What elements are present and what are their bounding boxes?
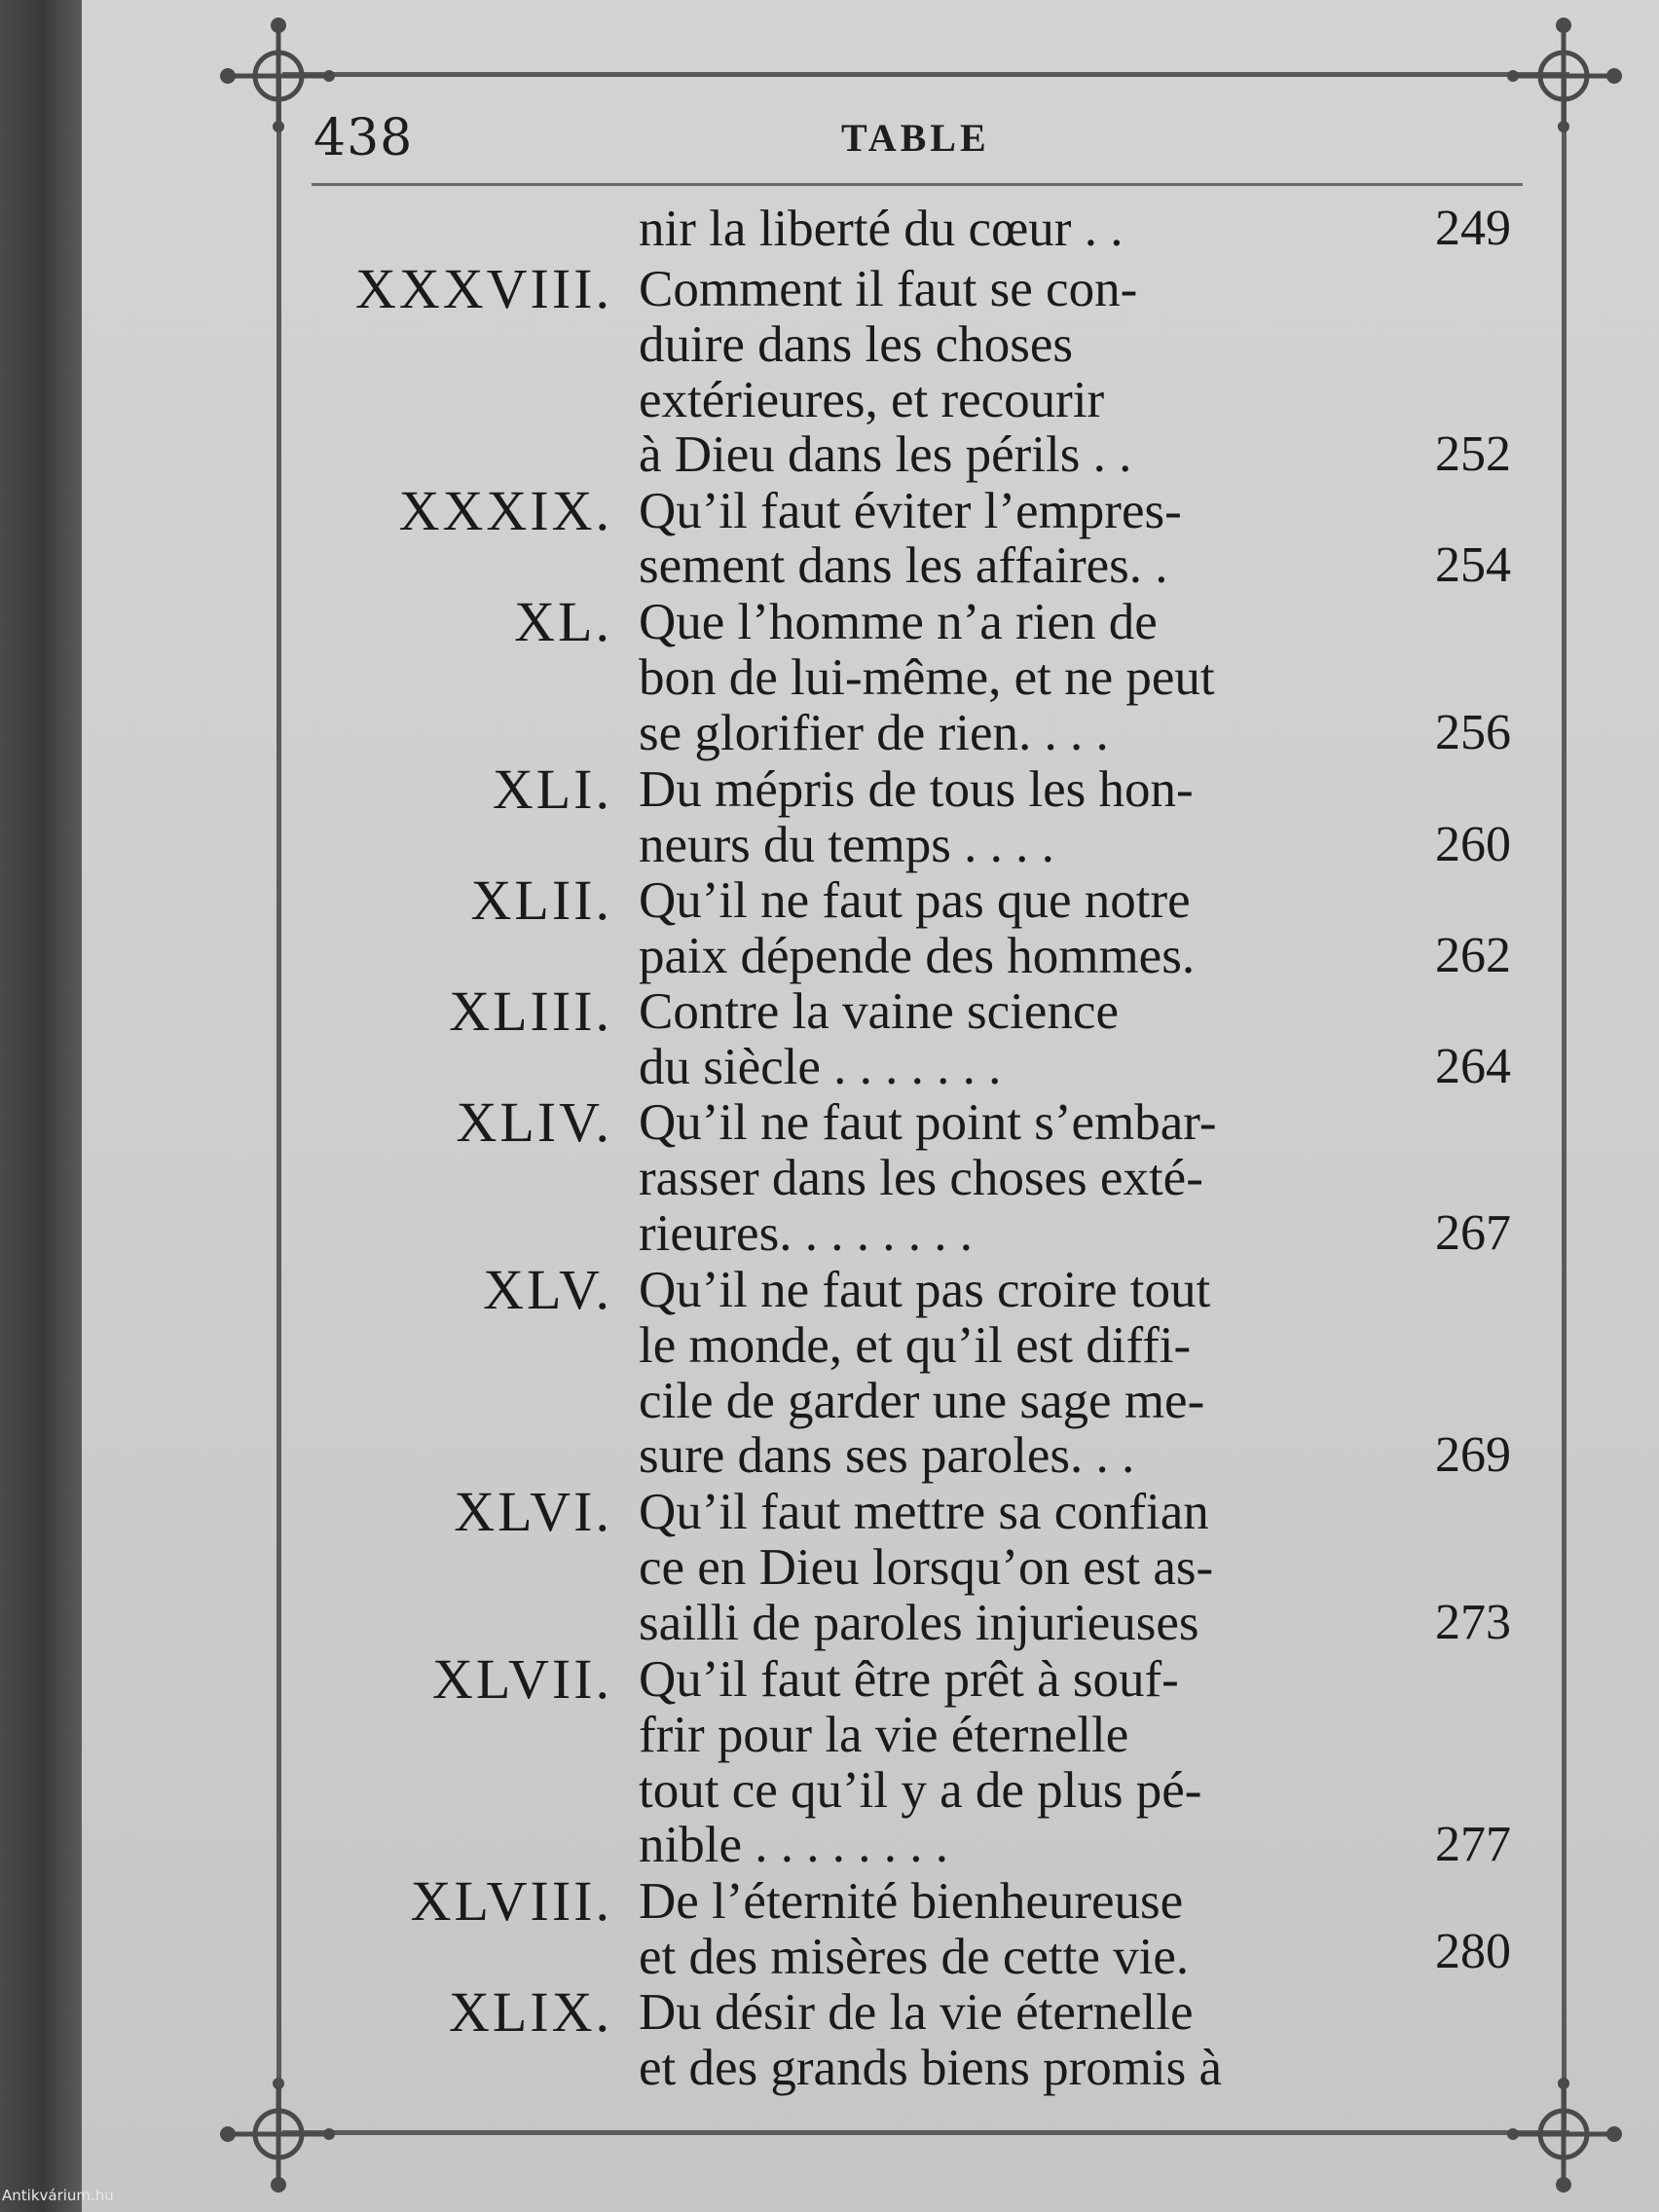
toc-entry-text-line: Qu’il ne faut pas croire tout bbox=[639, 1262, 1211, 1318]
toc-entry-text-line: Qu’il ne faut point s’embar- bbox=[639, 1094, 1217, 1151]
toc-chapter-numeral: XLI. bbox=[492, 757, 612, 821]
toc-entry-text-line: duire dans les choses bbox=[639, 316, 1073, 373]
toc-page-number: 260 bbox=[1435, 817, 1511, 872]
toc-entry-text-line: rasser dans les choses exté- bbox=[639, 1150, 1203, 1206]
toc-page-number: 249 bbox=[1435, 201, 1511, 256]
toc-entry-text-line: et des grands biens promis à bbox=[639, 2040, 1223, 2096]
toc-entry-text-line: nir la liberté du cœur . . bbox=[639, 201, 1124, 257]
toc-chapter-numeral: XLIX. bbox=[448, 1980, 612, 2044]
toc-entry-text-line: nible . . . . . . . . bbox=[639, 1817, 948, 1873]
toc-entry-text-line: du siècle . . . . . . . bbox=[639, 1039, 1002, 1095]
toc-entry-text-line: Comment il faut se con- bbox=[639, 261, 1138, 317]
toc-page-number: 280 bbox=[1435, 1924, 1511, 1979]
toc-chapter-numeral: XLVI. bbox=[454, 1480, 612, 1543]
running-title: TABLE bbox=[841, 116, 990, 160]
toc-page-number: 269 bbox=[1435, 1427, 1511, 1483]
toc-entry-text-line: se glorifier de rien. . . . bbox=[639, 705, 1109, 761]
toc-page-number: 262 bbox=[1435, 928, 1511, 983]
frame-top-line bbox=[282, 72, 1569, 77]
toc-page-number: 264 bbox=[1435, 1039, 1511, 1094]
frame-left-line bbox=[276, 76, 281, 2132]
toc-entry-text-line: paix dépende des hommes. bbox=[639, 928, 1196, 984]
toc-entry-text-line: Qu’il faut éviter l’empres- bbox=[639, 483, 1182, 539]
toc-chapter-numeral: XLIV. bbox=[456, 1090, 612, 1154]
page-number: 438 bbox=[313, 109, 414, 167]
toc-entry-text-line: Qu’il ne faut pas que notre bbox=[639, 872, 1191, 929]
toc-entry-text-line: le monde, et qu’il est diffi- bbox=[639, 1317, 1192, 1374]
corner-ornament-bottom-left bbox=[220, 2076, 337, 2193]
toc-entry-text-line: De l’éternité bienheureuse bbox=[639, 1873, 1184, 1930]
toc-entry-text-line: Qu’il faut être prêt à souf- bbox=[639, 1651, 1179, 1708]
corner-ornament-bottom-right bbox=[1505, 2076, 1622, 2193]
toc-entry-text-line: neurs du temps . . . . bbox=[639, 817, 1054, 873]
toc-entry-text-line: ce en Dieu lorsqu’on est as- bbox=[639, 1539, 1214, 1596]
toc-page-number: 267 bbox=[1435, 1205, 1511, 1261]
toc-chapter-numeral: XXXIX. bbox=[398, 479, 612, 542]
toc-chapter-numeral: XLII. bbox=[470, 868, 612, 932]
frame-bottom-line bbox=[282, 2130, 1569, 2135]
header-rule bbox=[312, 183, 1523, 186]
toc-entry-text-line: sailli de paroles injurieuses bbox=[639, 1595, 1199, 1651]
toc-chapter-numeral: XLVII. bbox=[431, 1647, 612, 1711]
toc-entry-text-line: sement dans les affaires. . bbox=[639, 537, 1168, 594]
toc-entry-text-line: Que l’homme n’a rien de bbox=[639, 594, 1158, 650]
toc-chapter-numeral: XLV. bbox=[483, 1258, 612, 1321]
toc-entry-text-line: Du mépris de tous les hon- bbox=[639, 761, 1194, 818]
toc-entry-text-line: extérieures, et recourir bbox=[639, 372, 1105, 428]
toc-entry-text-line: rieures. . . . . . . . bbox=[639, 1205, 973, 1262]
toc-entry-text-line: Contre la vaine science bbox=[639, 983, 1119, 1040]
toc-chapter-numeral: XLIII. bbox=[449, 979, 612, 1043]
toc-chapter-numeral: XL. bbox=[514, 590, 612, 653]
toc-page-number: 256 bbox=[1435, 705, 1511, 760]
frame-right-line bbox=[1562, 76, 1567, 2132]
toc-entry-text-line: frir pour la vie éternelle bbox=[639, 1707, 1129, 1763]
toc-page-number: 277 bbox=[1435, 1817, 1511, 1872]
toc-entry-text-line: sure dans ses paroles. . . bbox=[639, 1427, 1135, 1484]
toc-entry-text-line: bon de lui-même, et ne peut bbox=[639, 649, 1215, 706]
toc-chapter-numeral: XXXVIII. bbox=[355, 257, 612, 320]
toc-entry-text-line: Du désir de la vie éternelle bbox=[639, 1984, 1194, 2041]
toc-entry-text-line: et des misères de cette vie. bbox=[639, 1929, 1190, 1985]
toc-page-number: 273 bbox=[1435, 1595, 1511, 1650]
toc-page-number: 254 bbox=[1435, 537, 1511, 593]
corner-ornament-top-right bbox=[1505, 18, 1622, 134]
toc-entry-text-line: à Dieu dans les périls . . bbox=[639, 426, 1132, 483]
toc-entry-text-line: Qu’il faut mettre sa confian bbox=[639, 1484, 1209, 1540]
toc-entry-text-line: cile de garder une sage me- bbox=[639, 1373, 1205, 1429]
watermark: Antikvárium.hu bbox=[2, 2187, 114, 2204]
toc-page-number: 252 bbox=[1435, 426, 1511, 482]
toc-chapter-numeral: XLVIII. bbox=[410, 1869, 612, 1933]
toc-entry-text-line: tout ce qu’il y a de plus pé- bbox=[639, 1762, 1202, 1819]
